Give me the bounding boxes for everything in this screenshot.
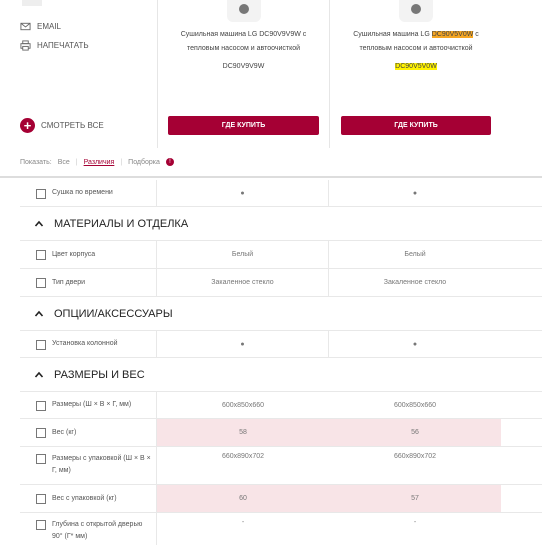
row-checkbox[interactable]: [36, 401, 46, 411]
row-label: [20, 485, 157, 512]
row-checkbox[interactable]: [36, 454, 46, 464]
filter-separator: |: [120, 158, 123, 166]
row-value: 600x850x660: [221, 401, 265, 409]
section-header-options[interactable]: [20, 297, 542, 331]
table-row: [20, 331, 542, 358]
table-row: [20, 269, 542, 297]
header-divider: [0, 176, 542, 178]
section-title: МАТЕРИАЛЫ И ОТДЕЛКА: [54, 217, 189, 230]
table-row: [20, 392, 542, 419]
row-value: 600x850x660: [393, 401, 437, 409]
row-value: Закаленное стекло: [383, 279, 447, 286]
row-label: [20, 447, 157, 484]
row-label: [20, 392, 157, 418]
row-checkbox[interactable]: [36, 494, 46, 504]
section-header-dimensions[interactable]: [20, 358, 542, 392]
product-name-suffix: с тепловым насосом и автоочисткой: [359, 31, 479, 52]
row-label: [20, 241, 157, 268]
row-value-diff: 58: [157, 419, 329, 446]
print-label: НАПЕЧАТАТЬ: [37, 41, 89, 50]
column-divider: [157, 0, 158, 148]
product-name-prefix: Сушильная машина LG: [353, 31, 432, 38]
column-divider: [329, 0, 330, 148]
row-value: Белый: [157, 241, 329, 268]
row-label-text: Глубина с открытой дверью 90° (Г* мм): [52, 521, 143, 540]
row-value: -: [241, 519, 245, 526]
row-label: [20, 180, 157, 206]
row-label-text: Размеры с упаковкой (Ш × В × Г, мм): [52, 455, 151, 474]
row-label-text: Тип двери: [52, 278, 86, 286]
see-all-label: СМОТРЕТЬ ВСЕ: [41, 121, 104, 130]
print-link[interactable]: [20, 40, 89, 51]
section-header-materials[interactable]: [20, 207, 542, 241]
product-name[interactable]: [341, 28, 491, 56]
table-row: [20, 447, 542, 485]
plus-icon: +: [20, 118, 35, 133]
row-label-text: Размеры (Ш × В × Г, мм): [52, 401, 132, 408]
email-label: EMAIL: [37, 22, 62, 31]
row-value: 660x890x702: [221, 453, 265, 460]
row-label-text: Сушка по времени: [52, 189, 113, 196]
product-model: [341, 60, 491, 74]
where-to-buy-button[interactable]: ГДЕ КУПИТЬ: [341, 116, 491, 135]
print-icon: [20, 40, 31, 51]
filter-show-label: Показать:: [20, 158, 52, 166]
row-value: Закаленное стекло: [157, 269, 329, 296]
row-checkbox[interactable]: [36, 428, 46, 438]
row-value: ●: [157, 180, 329, 206]
row-value-diff: 57: [329, 485, 501, 512]
see-all-button[interactable]: [20, 118, 104, 133]
product-image[interactable]: [399, 0, 433, 22]
filter-differences[interactable]: Различия: [83, 158, 115, 166]
thumbnail-stub: [22, 0, 42, 6]
row-label: [20, 331, 157, 357]
table-row: [20, 180, 542, 207]
email-link[interactable]: [20, 21, 61, 32]
search-highlight: DC90V5V0W: [395, 63, 437, 70]
row-label-text: Установка колонной: [52, 340, 118, 347]
row-value: ●: [412, 189, 418, 197]
row-value: Белый: [404, 251, 426, 258]
search-highlight: DC90V5V0W: [431, 31, 474, 38]
mail-icon: [20, 21, 31, 32]
row-label-text: Цвет корпуса: [52, 250, 96, 258]
product-model: DC90V9V9W: [222, 63, 265, 70]
filter-bar: [20, 158, 174, 166]
selection-badge: !: [166, 158, 174, 166]
filter-selection[interactable]: Подборка: [128, 158, 160, 166]
product-card-2: [341, 0, 491, 74]
row-label: [20, 513, 157, 545]
where-to-buy-button[interactable]: ГДЕ КУПИТЬ: [168, 116, 319, 135]
section-title: ОПЦИИ/АКСЕССУАРЫ: [54, 307, 173, 320]
table-row: [20, 485, 542, 513]
row-value: ●: [157, 331, 329, 357]
row-label-text: Вес (кг): [52, 428, 77, 436]
filter-all[interactable]: Все: [57, 158, 70, 166]
row-value-diff: 56: [329, 419, 501, 446]
row-value-diff: 60: [157, 485, 329, 512]
table-row: [20, 241, 542, 269]
product-card-1: [168, 0, 319, 74]
row-label-text: Вес с упаковкой (кг): [52, 494, 117, 502]
chevron-up-icon: [34, 370, 44, 380]
row-checkbox[interactable]: [36, 340, 46, 350]
row-checkbox[interactable]: [36, 189, 46, 199]
section-title: РАЗМЕРЫ И ВЕС: [54, 368, 145, 381]
row-checkbox[interactable]: [36, 250, 46, 260]
product-name[interactable]: Сушильная машина LG DC90V9V9W с тепловым насосом и автоочисткой: [180, 31, 307, 52]
row-value: -: [413, 519, 417, 526]
chevron-up-icon: [34, 309, 44, 319]
chevron-up-icon: [34, 219, 44, 229]
row-value: ●: [412, 340, 418, 348]
product-image[interactable]: [227, 0, 261, 22]
table-row: [20, 513, 542, 545]
table-row: [20, 419, 542, 447]
row-label: [20, 419, 157, 446]
row-checkbox[interactable]: [36, 520, 46, 530]
row-checkbox[interactable]: [36, 278, 46, 288]
filter-separator: |: [75, 158, 78, 166]
row-label: [20, 269, 157, 296]
row-value: 660x890x702: [393, 453, 437, 460]
